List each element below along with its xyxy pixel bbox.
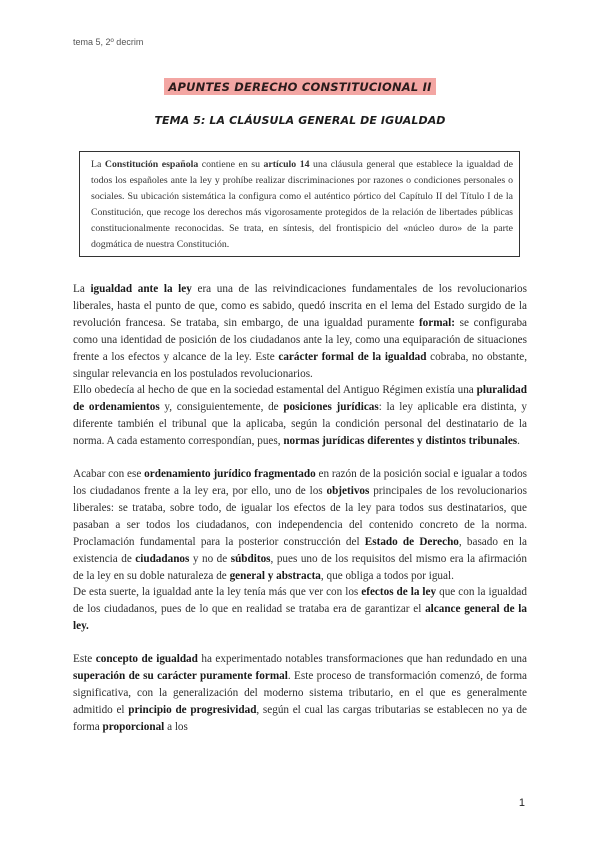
text-run: Ello obedecía al hecho de que en la sociedad estamental del Antiguo Régimen existía una [73, 384, 477, 397]
bold-term: general y abstracta [229, 569, 321, 582]
text-run: , pues uno de los requisitos del mismo era la afirmación de la ley en su doble naturaleza de [73, 552, 527, 582]
page-number: 1 [518, 797, 525, 809]
document-subtitle: TEMA 5: LA CLÁUSULA GENERAL DE IGUALDAD [154, 114, 446, 127]
text-run: , según el cual las cargas tributarias se establecen no ya de forma [73, 703, 527, 733]
bold-term: normas jurídicas diferentes y distintos tribunales [283, 435, 518, 448]
text-run: se configuraba como una identidad de posición de los ciudadanos ante la ley, como una equiparación de situaciones frente a los efectos y alcance de la ley. Este [73, 316, 528, 363]
text-run: . [517, 435, 520, 448]
paragraph-3 [73, 466, 527, 584]
paragraph-2 [73, 382, 527, 450]
bold-term: súbditos [230, 552, 271, 565]
subtitle-wrapper [0, 111, 600, 129]
text-run: principales de los revolucionarios liberales: se trataba, sobre todo, de igualar los efectos de la ley para todos sus destinatarios, que pasaban a ser todos los ciudadanos, con independencia del contenido concreto de la norma. Proclamación fundamental para la posterior construcción del [73, 484, 527, 548]
text-run: ha experimentado notables transformaciones que han redundado en una [197, 653, 527, 666]
summary-box [79, 151, 520, 257]
bold-term: ciudadanos [135, 552, 190, 565]
text-run: y, consiguientemente, de [159, 401, 284, 414]
text-run: De esta suerte, la igualdad ante la ley tenía más que ver con los [73, 586, 362, 599]
bold-term: efectos de la ley [361, 586, 437, 599]
text-run: , basado en la existencia de [73, 535, 527, 565]
document-title: APUNTES DERECHO CONSTITUCIONAL II [164, 78, 435, 95]
bold-term: pluralidad de ordenamientos [73, 384, 527, 414]
bold-term: posiciones jurídicas [283, 401, 379, 414]
paragraph-1 [73, 281, 527, 382]
text-run: y no de [189, 552, 231, 565]
title-wrapper [0, 78, 600, 96]
text-run: en razón de la posición social e igualar a todos los ciudadanos frente a la ley era, por ello, uno de los [73, 468, 528, 497]
body-text [73, 281, 527, 736]
bold-term: carácter formal de la igualdad [278, 350, 427, 363]
bold-term: alcance general de la ley. [73, 603, 527, 633]
text-run: Acabar con ese [73, 468, 145, 481]
summary-bold-text: Constitución española [104, 159, 199, 170]
bold-term: superación de su carácter puramente formal [73, 670, 288, 683]
text-run: Este [73, 653, 96, 666]
paragraph-5 [73, 651, 527, 736]
text-run: La [73, 283, 91, 295]
bold-term: ordenamiento jurídico fragmentado [144, 468, 316, 481]
summary-text: contiene en su [198, 159, 264, 170]
text-run: que con la igualdad de los ciudadanos, pues de lo que en realidad se trataba era de garantizar el [73, 586, 527, 616]
text-run: a los [164, 720, 188, 733]
text-run: , que obliga a todos por igual. [320, 569, 454, 582]
bold-term: concepto de igualdad [95, 653, 198, 666]
bold-term: formal: [418, 316, 455, 329]
paragraph-4 [73, 584, 527, 635]
header-note: tema 5, 2º decrim [73, 37, 144, 47]
bold-term: Estado de Derecho [364, 535, 459, 548]
summary-text: La [91, 159, 105, 170]
bold-term: igualdad ante la ley [90, 283, 192, 295]
summary-text: una cláusula general que establece la igualdad de todos los españoles ante la ley y prohíbe realizar discriminaciones por razones o condiciones personales o sociales. Su ubicación sistemática la configura como el auténtico pórtico del Capítulo II del Título I de la Constitución, que recoge los derechos más vigorosamente protegidos de la relación de libertades públicas constitucionalmente reconocidas. Se trata, en síntesis, del frontispicio del «núcleo duro» de la parte dogmática de nuestra Constitución. [91, 159, 513, 250]
bold-term: principio de progresividad [128, 703, 257, 716]
text-run: : la ley aplicable era distinta, y diferente también el tribunal que la aplicaba, según la condición personal del destinatario de la norma. A cada estamento correspondían, pues, [73, 401, 527, 448]
bold-term: objetivos [326, 484, 370, 497]
text-run: . Este proceso de transformación comenzó, de forma significativa, con la generalización del moderno sistema tributario, en el que es generalmente admitido el [73, 670, 527, 716]
text-run: era una de las reivindicaciones fundamentales de los revolucionarios liberales, hasta el punto de que, como es sabido, quedó inscrita en el lema del Estado surgido de la revolución francesa. Se trataba, sin embargo, de una igualdad puramente [73, 283, 528, 329]
bold-term: proporcional [102, 720, 165, 733]
summary-bold-text: artículo 14 [263, 159, 310, 170]
text-run: cobraba, no obstante, singular relevancia en los postulados revolucionarios. [73, 350, 527, 380]
